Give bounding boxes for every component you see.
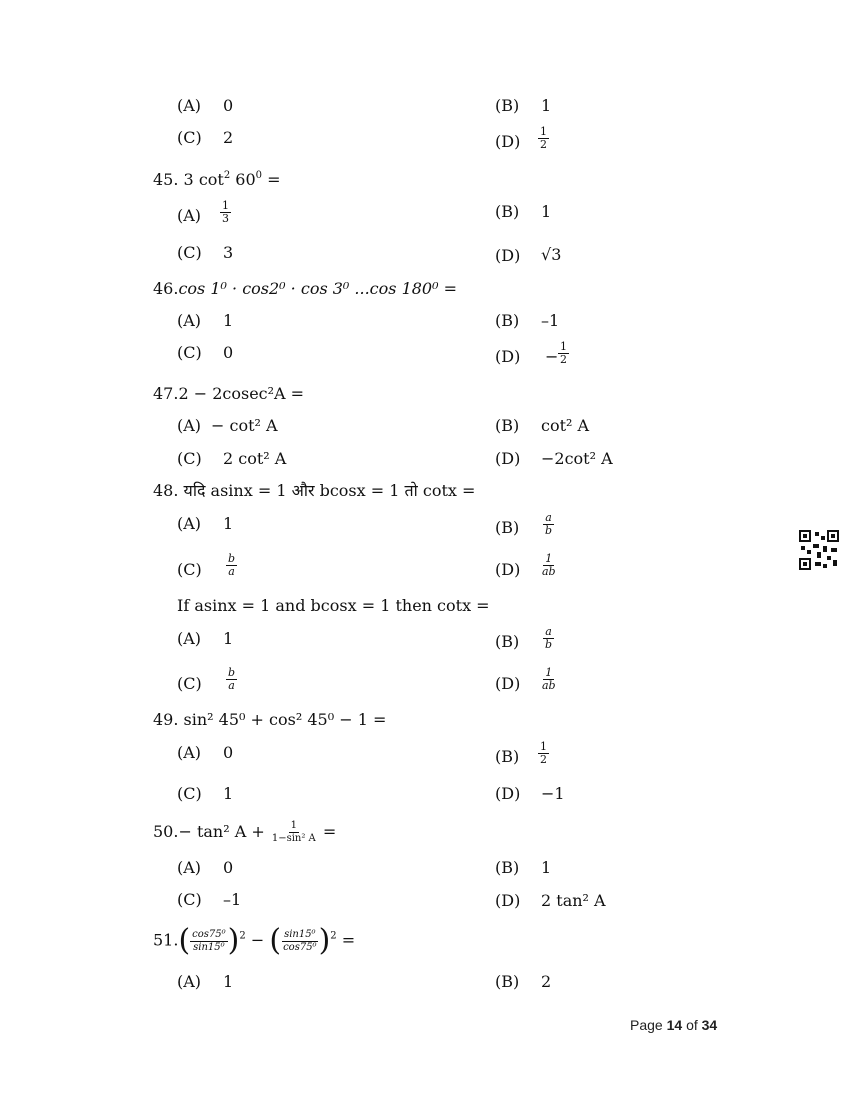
q48en-label-a: (A) <box>177 629 202 648</box>
q46-label-d: (D) <box>495 347 521 366</box>
q46-option-d-fraction: $\frac{1}{2}$ <box>560 340 567 366</box>
q49-label-b: (B) <box>495 747 520 766</box>
question-51: 51.( $\frac{\text{cos75⁰}}{\text{sin15⁰}}$ )$^2$ − ( $\frac{\text{sin15⁰}}{\text{cos75⁰}}$ )$^2$ = <box>153 923 356 958</box>
option-label-b: (B) <box>495 96 520 115</box>
q48-label-a: (A) <box>177 514 202 533</box>
qr-code-icon <box>799 530 839 570</box>
q49-label-a: (A) <box>177 743 202 762</box>
q46-label-c: (C) <box>177 343 202 362</box>
q51-option-a: 1 <box>223 972 234 991</box>
q49-option-a: 0 <box>223 743 234 762</box>
q46-label-b: (B) <box>495 311 520 330</box>
option-label-a: (A) <box>177 96 202 115</box>
question-46: 46.cos 1⁰ · cos2⁰ · cos 3⁰ ...cos 180⁰ = <box>153 279 458 298</box>
q47-option-c: 2 cot² A <box>223 449 287 468</box>
q50-label-c: (C) <box>177 890 202 909</box>
option-label-d: (D) <box>495 132 521 151</box>
q48en-option-b: $\frac{a}{b}$ <box>545 625 553 651</box>
q47-label-d: (D) <box>495 449 521 468</box>
q49-option-d: −1 <box>541 784 565 803</box>
q49-label-c: (C) <box>177 784 202 803</box>
q45-label-b: (B) <box>495 202 520 221</box>
q49-label-d: (D) <box>495 784 521 803</box>
q45-label-d: (D) <box>495 246 521 265</box>
q50-label-b: (B) <box>495 858 520 877</box>
q45-option-d: √3 <box>541 245 562 264</box>
q48-option-c: $\frac{b}{a}$ <box>228 552 236 578</box>
q47-label-b: (B) <box>495 416 520 435</box>
option-c-value: 2 <box>223 128 234 147</box>
q46-option-a: 1 <box>223 311 234 330</box>
question-48-hindi: 48. यदि asinx = 1 और bcosx = 1 तो cotx = <box>153 481 476 500</box>
q50-option-c: –1 <box>223 890 242 909</box>
option-d-fraction: $\frac{1}{2}$ <box>540 125 547 151</box>
q50-option-b: 1 <box>541 858 552 877</box>
q48-option-a: 1 <box>223 514 234 533</box>
q45-label-a: (A) <box>177 206 202 225</box>
q45-option-b: 1 <box>541 202 552 221</box>
q47-option-b: cot² A <box>541 416 590 435</box>
q50-option-a: 0 <box>223 858 234 877</box>
q46-option-d-sign: − <box>545 347 559 366</box>
q48en-option-a: 1 <box>223 629 234 648</box>
q48en-label-d: (D) <box>495 674 521 693</box>
q49-option-c: 1 <box>223 784 234 803</box>
option-label-c: (C) <box>177 128 202 147</box>
q46-label-a: (A) <box>177 311 202 330</box>
question-45: 45. 3 $\cot^2 60^0$ = <box>153 170 281 189</box>
option-b-value: 1 <box>541 96 552 115</box>
q51-label-b: (B) <box>495 972 520 991</box>
q48-option-d: $\frac{1}{ab}$ <box>542 552 556 578</box>
q45-option-c: 3 <box>223 243 234 262</box>
q45-label-c: (C) <box>177 243 202 262</box>
q45-option-a: $\frac{1}{3}$ <box>222 199 229 225</box>
q50-option-d: 2 tan² A <box>541 891 606 910</box>
question-49: 49. sin² 45⁰ + cos² 45⁰ − 1 = <box>153 710 387 729</box>
question-48-english: If asinx = 1 and bcosx = 1 then cotx = <box>177 596 490 615</box>
q48en-option-d: $\frac{1}{ab}$ <box>542 666 556 692</box>
q47-label-c: (C) <box>177 449 202 468</box>
q46-option-c: 0 <box>223 343 234 362</box>
q50-label-a: (A) <box>177 858 202 877</box>
option-a-value: 0 <box>223 96 234 115</box>
q47-label-a: (A) <box>177 416 202 435</box>
q46-option-b: –1 <box>541 311 560 330</box>
q48en-option-c: $\frac{b}{a}$ <box>228 666 236 692</box>
question-50: 50.− tan² A + $\frac{1}{\text{1−sin² A}}$ = <box>153 820 337 844</box>
q48en-label-c: (C) <box>177 674 202 693</box>
q48-label-d: (D) <box>495 560 521 579</box>
q47-option-a: − cot² A <box>211 416 278 435</box>
q51-option-b: 2 <box>541 972 552 991</box>
question-47: 47.2 − 2cosec²A = <box>153 384 305 403</box>
q50-label-d: (D) <box>495 891 521 910</box>
q48-label-c: (C) <box>177 560 202 579</box>
q48-option-b: $\frac{a}{b}$ <box>545 511 553 537</box>
q48-label-b: (B) <box>495 518 520 537</box>
q47-option-d: −2cot² A <box>541 449 613 468</box>
page-footer: Page 14 of 34 <box>630 1017 718 1033</box>
q48en-label-b: (B) <box>495 632 520 651</box>
q51-label-a: (A) <box>177 972 202 991</box>
q49-option-b: $\frac{1}{2}$ <box>540 740 547 766</box>
